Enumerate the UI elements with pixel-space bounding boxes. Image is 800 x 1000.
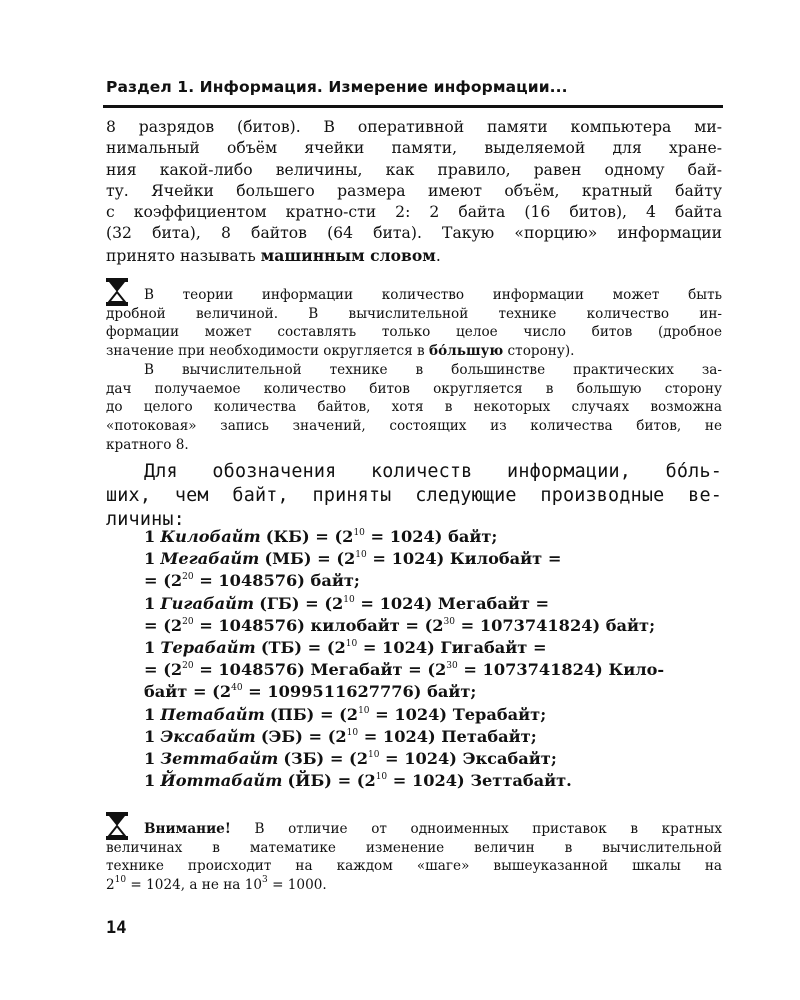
unit-formula: (КБ) = (2: [265, 527, 354, 546]
text-line: до целого количества байтов, хотя в некоторых случаях возможна: [106, 399, 722, 416]
bold-term: машинным словом: [260, 245, 436, 265]
units-intro: [106, 460, 722, 532]
text-fragment: В отличие от одноименных приставок в кратных: [230, 821, 722, 837]
text-fragment: 2: [106, 877, 115, 894]
text-line: формации может составлять только целое число битов (дробное: [106, 324, 722, 341]
unit-formula: = 1048576) Мегабайт = (2: [193, 660, 447, 680]
text-line: ших, чем байт, приняты следующие производные ве-: [106, 485, 722, 506]
bold-term: бо́льшую: [429, 343, 504, 360]
exponent: 10: [346, 727, 359, 738]
unit-megabyte-cont: [144, 570, 724, 592]
text-line: 8 разрядов (битов). В оперативной памяти компьютера ми-: [106, 118, 722, 136]
text-line: [106, 245, 722, 267]
exponent: 10: [343, 594, 355, 605]
text-line: [106, 342, 722, 361]
unit-formula: = (2: [144, 660, 183, 680]
header-divider: [103, 105, 723, 108]
text-line: кратного 8.: [106, 436, 189, 453]
text-fragment: значение при необходимости округляется в: [106, 343, 430, 360]
note-paragraph: [106, 286, 722, 454]
exponent: 10: [345, 639, 358, 650]
unit-kilobyte: [144, 526, 724, 548]
unit-formula: (ТБ) = (2: [260, 638, 346, 658]
unit-formula: (ЭБ) = (2: [260, 726, 347, 746]
unit-formula: = 1024) Зеттабайт.: [387, 771, 572, 791]
unit-term: Гигабайт: [160, 593, 255, 613]
unit-term: Терабайт: [160, 638, 256, 658]
unit-term: Петабайт: [160, 704, 265, 724]
unit-count: 1: [144, 771, 156, 791]
text-fragment: = 1024, а не на 10: [126, 877, 263, 894]
section-header: Раздел 1. Информация. Измерение информации...: [106, 78, 568, 96]
unit-formula: = 1024) Эксабайт;: [379, 749, 557, 769]
unit-count: 1: [144, 549, 156, 569]
text-line: «потоковая» запись значений, состоящих из количества битов, не: [106, 417, 722, 434]
unit-formula: (ПБ) = (2: [269, 704, 359, 724]
text-line: дробной величиной. В вычислительной технике количество ин-: [106, 305, 722, 322]
unit-formula: = 1099511627776) байт;: [242, 682, 477, 702]
unit-petabyte: [144, 704, 724, 726]
exponent: 30: [446, 661, 458, 672]
unit-zettabyte: [144, 748, 724, 770]
unit-term: Килобайт: [160, 527, 261, 546]
exponent: 10: [353, 528, 365, 538]
unit-formula: = (2: [144, 615, 183, 635]
text-line: личины:: [106, 509, 185, 530]
exponent: 20: [182, 661, 194, 672]
unit-formula: = 1024) байт;: [364, 527, 498, 546]
unit-term: Зеттабайт: [160, 749, 279, 769]
units-list: [144, 526, 724, 792]
exponent: 10: [358, 705, 370, 716]
unit-formula: = 1048576) байт;: [193, 571, 360, 591]
unit-formula: (ЗБ) = (2: [283, 749, 368, 769]
unit-gigabyte: [144, 593, 724, 615]
unit-formula: = (2: [144, 571, 183, 591]
unit-exabyte: [144, 726, 724, 748]
unit-formula: (ЙБ) = (2: [287, 771, 376, 791]
unit-count: 1: [144, 593, 156, 613]
text-fragment: принято называть: [106, 246, 261, 265]
text-line: нимальный объём ячейки памяти, выделяемой для хране-: [106, 139, 722, 158]
exponent: 3: [262, 875, 268, 886]
exponent: 20: [182, 572, 194, 583]
unit-term: Эксабайт: [160, 726, 256, 746]
unit-terabyte-cont: [144, 681, 724, 703]
text-fragment: = 1000.: [267, 877, 327, 894]
text-fragment: сторону).: [503, 343, 575, 360]
unit-yottabyte: [144, 770, 724, 792]
exponent: 10: [375, 772, 388, 783]
unit-formula: байт = (2: [144, 682, 232, 702]
unit-term: Мегабайт: [160, 549, 260, 569]
text-line: (32 бита), 8 байтов (64 бита). Такую «порцию» информации: [106, 224, 722, 243]
text-line: [106, 876, 722, 895]
unit-term: Йоттабайт: [160, 771, 283, 791]
exponent: 10: [367, 750, 380, 761]
unit-terabyte-cont: [144, 659, 724, 681]
unit-count: 1: [144, 749, 156, 769]
unit-count: 1: [144, 638, 156, 658]
text-line: с коэффициентом кратно-сти 2: 2 байта (16 битов), 4 байта: [106, 203, 722, 222]
unit-megabyte: [144, 548, 724, 570]
text-line: В теории информации количество информации может быть: [144, 287, 722, 303]
unit-formula: = 1024) Мегабайт =: [354, 593, 550, 613]
text-line: Для обозначения количеств информации, бо́ль-: [144, 461, 722, 482]
exponent: 10: [355, 550, 367, 561]
unit-formula: = 1073741824) Кило-: [457, 660, 665, 680]
exponent: 40: [231, 683, 243, 694]
unit-formula: = 1024) Килобайт =: [366, 549, 562, 569]
attention-label: Внимание!: [144, 821, 231, 837]
exponent: 10: [114, 875, 127, 886]
unit-count: 1: [144, 527, 156, 546]
page-number: 14: [106, 918, 127, 938]
unit-formula: = 1024) Петабайт;: [358, 726, 537, 746]
text-line: дач получаемое количество битов округляется в большую сторону: [106, 380, 722, 397]
exponent: 20: [182, 616, 194, 627]
unit-formula: = 1073741824) байт;: [455, 615, 656, 635]
text-line: ту. Ячейки большего размера имеют объём, кратный байту: [106, 181, 722, 200]
text-line: технике происходит на каждом «шаге» вышеуказанной шкалы на: [106, 858, 722, 875]
unit-terabyte: [144, 637, 724, 659]
text-fragment: .: [435, 246, 441, 265]
unit-formula: = 1048576) килобайт = (2: [193, 615, 444, 635]
unit-formula: (МБ) = (2: [264, 549, 356, 569]
intro-paragraph: [106, 117, 722, 267]
attention-paragraph: [106, 820, 722, 895]
text-line: [106, 820, 722, 839]
text-line: В вычислительной технике в большинстве практических за-: [144, 361, 722, 378]
unit-count: 1: [144, 704, 156, 724]
unit-gigabyte-cont: [144, 615, 724, 637]
unit-formula: = 1024) Гигабайт =: [357, 638, 547, 658]
text-line: величинах в математике изменение величин в вычислительной: [106, 839, 722, 856]
text-line: ния какой-либо величины, как правило, равен одному бай-: [106, 160, 722, 179]
unit-formula: (ГБ) = (2: [259, 593, 344, 613]
unit-formula: = 1024) Терабайт;: [369, 704, 547, 724]
unit-count: 1: [144, 726, 156, 746]
exponent: 30: [443, 616, 455, 627]
